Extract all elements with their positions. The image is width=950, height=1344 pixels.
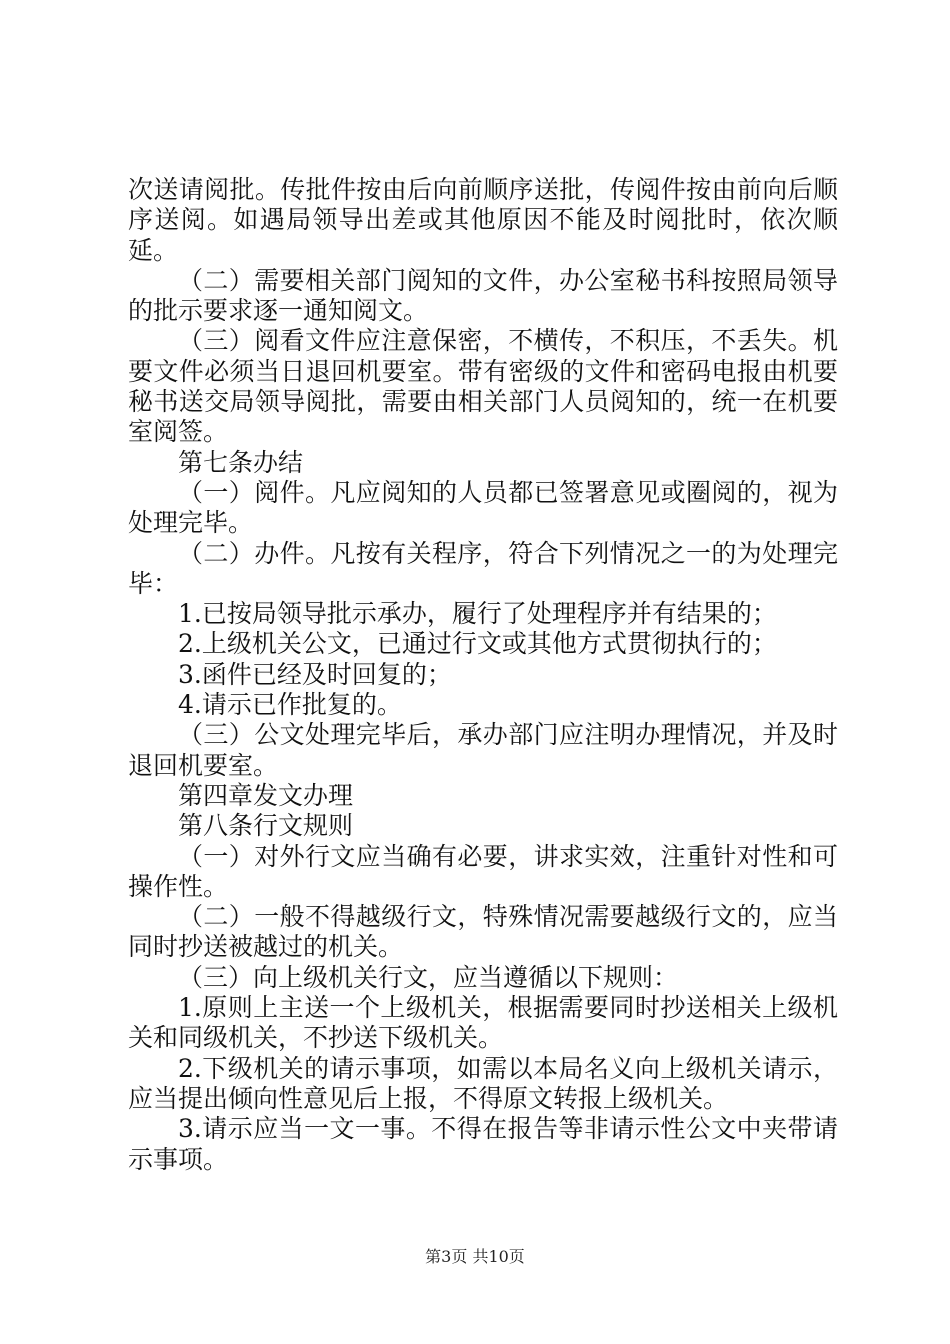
paragraph: （一）对外行文应当确有必要，讲求实效，注重针对性和可操作性。	[128, 841, 838, 901]
document-body	[128, 175, 838, 1175]
paragraph: （二）一般不得越级行文，特殊情况需要越级行文的，应当同时抄送被越过的机关。	[128, 902, 838, 962]
list-item: 2.上级机关公文，已通过行文或其他方式贯彻执行的；	[178, 629, 777, 659]
paragraph: （一）阅件。凡应阅知的人员都已签署意见或圈阅的，视为处理完毕。	[128, 477, 838, 538]
list-item: 2.下级机关的请示事项，如需以本局名义向上级机关请示，应当提出倾向性意见后上报，不得原文转报上级机关。	[128, 1053, 838, 1113]
page-footer: 第3页 共10页	[425, 1247, 525, 1266]
paragraph: 次送请阅批。传批件按由后向前顺序送批，传阅件按由前向后顺序送阅。如遇局领导出差或其他原因不能及时阅批时，依次顺延。	[128, 175, 838, 265]
paragraph: （二）办件。凡按有关程序，符合下列情况之一的为处理完毕：	[128, 538, 838, 598]
list-item: 1.已按局领导批示承办，履行了处理程序并有结果的；	[178, 599, 777, 629]
paragraph: （二）需要相关部门阅知的文件，办公室秘书科按照局领导的批示要求逐一通知阅文。	[128, 265, 838, 326]
list-item: 3.函件已经及时回复的；	[178, 659, 452, 689]
article-heading: 第七条办结	[178, 447, 304, 477]
article-heading: 第八条行文规则	[178, 811, 354, 841]
paragraph: （三）公文处理完毕后，承办部门应注明办理情况，并及时退回机要室。	[128, 720, 838, 780]
list-item: 3.请示应当一文一事。不得在报告等非请示性公文中夹带请示事项。	[128, 1114, 838, 1174]
list-item: 1.原则上主送一个上级机关，根据需要同时抄送相关上级机关和同级机关，不抄送下级机关。	[128, 993, 838, 1053]
paragraph: （三）向上级机关行文，应当遵循以下规则：	[178, 962, 679, 992]
paragraph: （三）阅看文件应注意保密，不横传，不积压，不丢失。机要文件必须当日退回机要室。带有密级的文件和密码电报由机要秘书送交局领导阅批，需要由相关部门人员阅知的，统一在机要室阅签。	[128, 326, 838, 447]
list-item: 4.请示已作批复的。	[178, 690, 402, 720]
chapter-heading: 第四章发文办理	[178, 780, 354, 810]
